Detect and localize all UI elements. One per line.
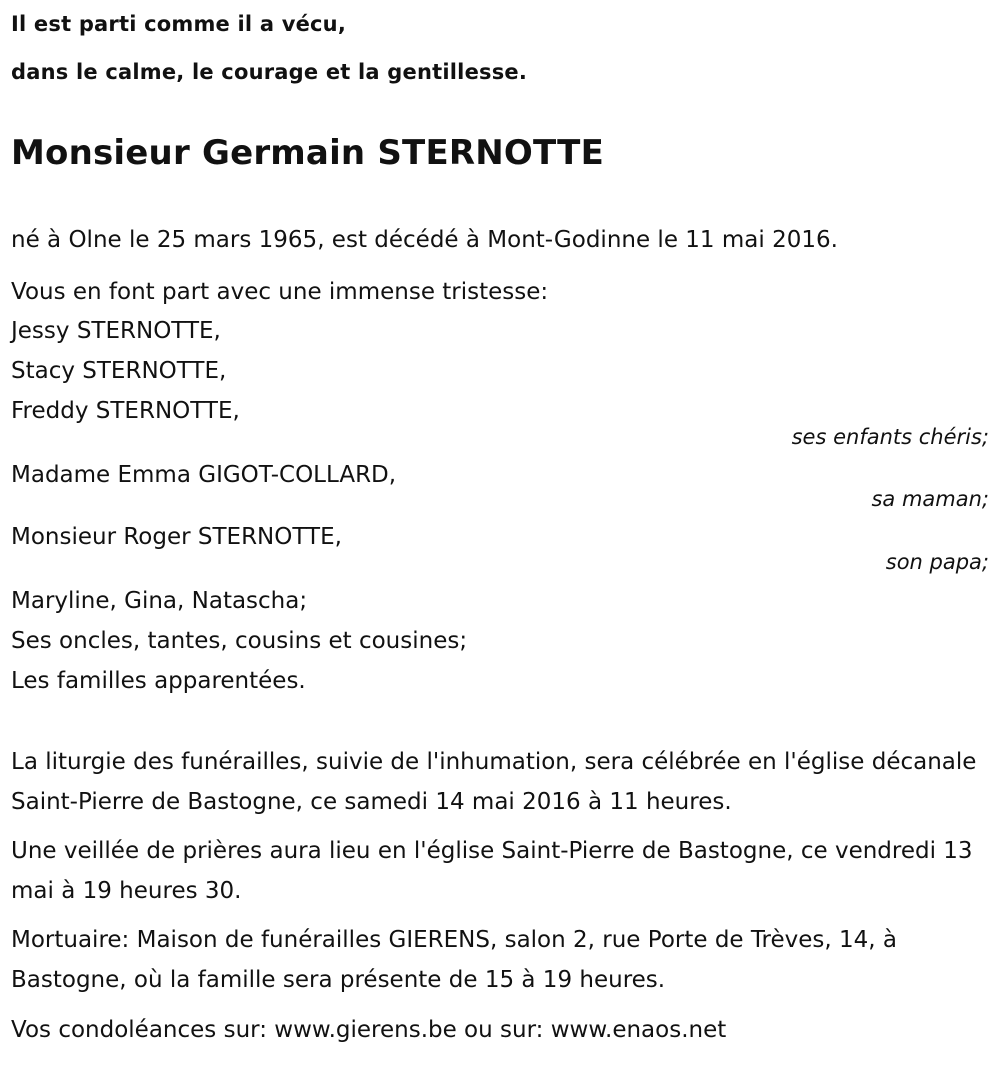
child-name-3: Freddy STERNOTTE, xyxy=(11,398,240,424)
relatives-line-2: Ses oncles, tantes, cousins et cousines; xyxy=(11,628,468,654)
funeral-info: La liturgie des funérailles, suivie de l'inhumation, sera célébrée en l'église décanale Saint-Pierre de Bastogne, ce samedi 14 mai 2016 à 11 heures. xyxy=(11,749,977,815)
vigil-info: Une veillée de prières aura lieu en l'église Saint-Pierre de Bastogne, ce vendredi 13 mai à 19 heures 30. xyxy=(11,838,973,904)
child-name-1: Jessy STERNOTTE, xyxy=(11,318,221,344)
children-role: ses enfants chéris; xyxy=(791,425,989,449)
epitaph-line-1: Il est parti comme il a vécu, xyxy=(11,12,347,36)
father-role: son papa; xyxy=(885,550,989,574)
mortuary-info: Mortuaire: Maison de funérailles GIERENS, salon 2, rue Porte de Trèves, 14, à Bastogne, où la famille sera présente de 15 à 19 heures. xyxy=(11,927,898,993)
child-name-2: Stacy STERNOTTE, xyxy=(11,358,227,384)
father-name: Monsieur Roger STERNOTTE, xyxy=(11,524,342,550)
mother-role: sa maman; xyxy=(871,487,989,511)
relatives-line-3: Les familles apparentées. xyxy=(11,668,306,694)
relatives-line-1: Maryline, Gina, Natascha; xyxy=(11,588,308,614)
mother-name: Madame Emma GIGOT-COLLARD, xyxy=(11,462,397,488)
birth-death-info: né à Olne le 25 mars 1965, est décédé à Mont-Godinne le 11 mai 2016. xyxy=(11,227,838,253)
deceased-name: Monsieur Germain STERNOTTE xyxy=(11,133,604,173)
announcement-intro: Vous en font part avec une immense tristesse: xyxy=(11,279,549,305)
epitaph-line-2: dans le calme, le courage et la gentillesse. xyxy=(11,60,528,84)
condolences-info: Vos condoléances sur: www.gierens.be ou sur: www.enaos.net xyxy=(11,1017,727,1043)
